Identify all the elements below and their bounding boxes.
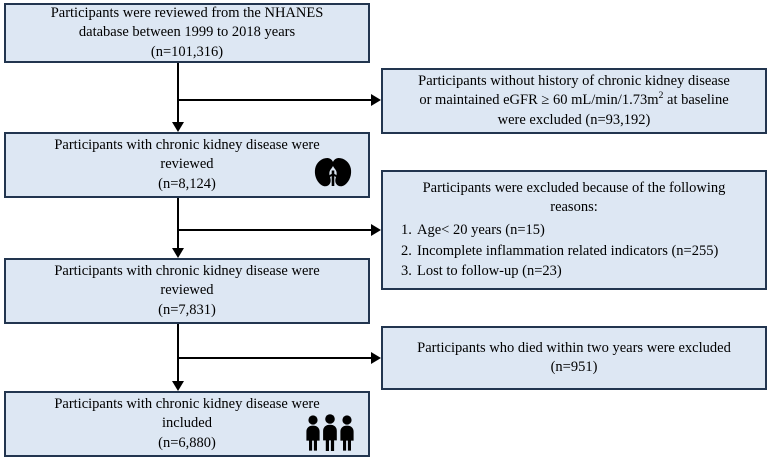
node-excluded-93192 [381,68,767,134]
node-reviewed-1-line2: reviewed [160,156,214,173]
arrowhead-right-2 [371,224,381,236]
node-excluded-3-count: (n=951) [550,359,598,375]
reason-number: 2. [401,242,412,259]
node-reviewed-2-line1: Participants with chronic kidney disease were [54,263,320,280]
connector-vertical-2 [177,198,179,250]
node-included-line1: Participants with chronic kidney disease were [54,396,320,413]
kidneys-icon [310,156,356,190]
node-included-ckd-6880 [4,391,370,457]
node-reviewed-ckd-8124 [4,132,370,198]
node-excluded-951 [381,326,767,390]
node-excluded-1-line2-prefix: or maintained eGFR ≥ 60 mL/min/1.73m [419,92,659,109]
node-excluded-1-line2-superscript: 2 [658,90,664,102]
arrowhead-right-1 [371,94,381,106]
node-excluded-1-count: were excluded (n=93,192) [497,111,651,128]
node-reviewed-ckd-7831 [4,258,370,324]
reason-text: Age< 20 years (n=15) [417,222,545,239]
node-excluded-1-line1: Participants without history of chronic kidney disease [418,73,730,90]
three-people-icon [302,413,358,451]
connector-vertical-1 [177,63,179,125]
reason-text: Lost to follow-up (n=23) [417,262,562,279]
node-excluded-2-line1: Participants were excluded because of the following [422,180,726,196]
list-item [391,220,757,240]
connector-horizontal-1 [177,99,371,101]
connector-horizontal-2 [177,229,371,231]
arrowhead-down-2 [172,248,184,258]
reason-text: Incomplete inflammation related indicators (n=255) [417,242,719,259]
arrowhead-down-1 [172,122,184,132]
reason-number: 1. [401,222,412,239]
node-enrolled-line2: database between 1999 to 2018 years [78,24,296,41]
node-reviewed-1-line1: Participants with chronic kidney disease were [54,137,320,154]
node-reviewed-2-count: (n=7,831) [158,301,216,318]
reason-number: 3. [401,262,412,279]
connector-horizontal-3 [177,357,371,359]
node-excluded-3-line1: Participants who died within two years were excluded [417,339,731,356]
node-enrolled-count: (n=101,316) [150,43,224,60]
list-item [391,241,757,261]
list-item [391,261,757,281]
node-included-line2: included [162,415,212,432]
node-included-count: (n=6,880) [158,434,216,451]
node-enrolled-line1: Participants were reviewed from the NHANES [50,5,324,22]
node-reviewed-1-count: (n=8,124) [158,175,216,192]
arrowhead-down-3 [172,381,184,391]
node-excluded-reasons [381,170,767,290]
node-excluded-2-line2: reasons: [550,199,598,216]
node-reviewed-2-line2: reviewed [160,282,214,299]
node-excluded-1-line2-suffix: at baseline [663,92,729,109]
connector-vertical-3 [177,324,179,383]
node-enrolled [4,3,370,63]
exclusion-reason-list [391,220,757,281]
node-excluded-1-line2 [419,91,728,110]
arrowhead-right-3 [371,352,381,364]
